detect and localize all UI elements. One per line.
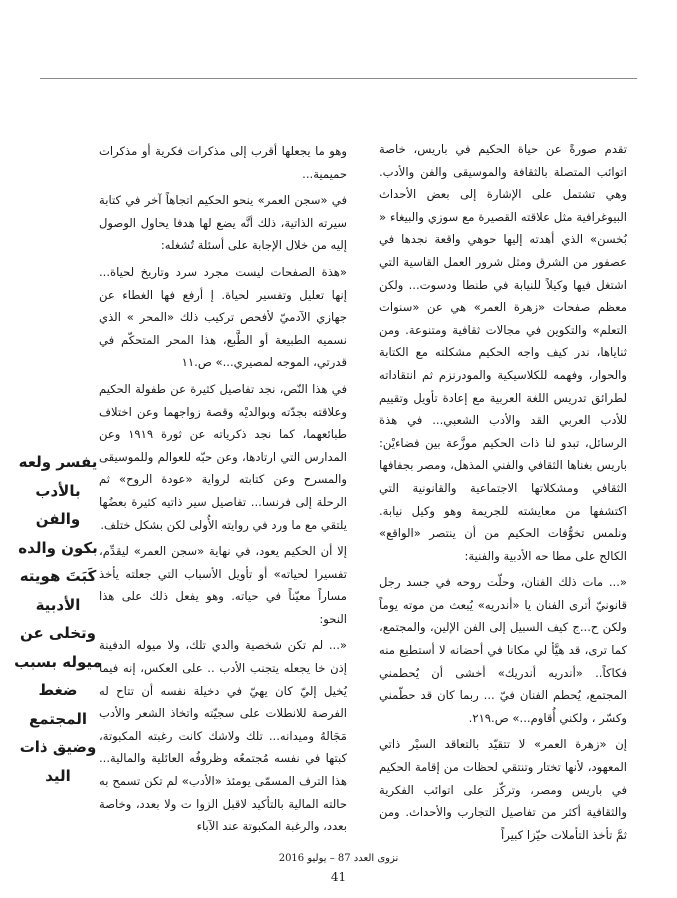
issue-line: نزوى العدد 87 – يوليو 2016: [278, 853, 399, 864]
pull-quote-line: ميوله بسبب: [14, 652, 102, 671]
pull-quote-line: اليد: [45, 766, 71, 785]
article-column-right: [379, 138, 627, 850]
pull-quote-line: بالأدب والفن: [35, 481, 81, 528]
paragraph: في «سجن العمر» ينحو الحكيم اتجاهاً آخر في كتابة سيرته الذاتية، ذلك أنَّه يضع لها هدفا يحاول الوصول إليه من خلال الإجابة على أسئلة تُشغله:: [99, 193, 347, 253]
article-column-middle: [99, 140, 347, 842]
pull-quote-line: ضغط المجتمع: [28, 681, 88, 728]
paragraph: إلا أن الحكيم يعود، في نهاية «سجن العمر» ليقدِّم، تفسيرا لحياته» أو تأويل الأسباب التي جعلته يأخذ مساراً معيّناً في حياته. وهو يفعل ذلك على هذا النحو:: [99, 544, 347, 626]
paragraph: تقدم صورةً عن حياة الحكيم في باريس، خاصة اتوائب المتصلة بالثقافة والموسيقى والفن والأدب. وهي تشتمل على الإشارة إلى بعض الأحداث البيوغرافية مثل علاقته القصيرة مع سوزي والبيغاء « بُخسن» الذي أهدته إليها حوهي واقعة نجدها في عصفور من الشرق ومثل شرور العمل القاسية التي اشتغل فيها وكيلاً للنيابة في طنطا ودسوت... ولكن معظم صفحات «زهرة العمر» هي عن «سنوات التعلم» والتكوين في مجالات ثقافية ومتنوعة. ومن ثناياها، ندر كيف واجه الحكيم مشكلته مع الكتابة والحوار، وفهمه للكلاسيكية والمودرنزم ثم انتقاداته لطرائق تدريس اللغة العربية مع إعادة تأويل وتقييم للأدب العربي القد والأدب الشعبي... في هذة الرسائل، تبدو لنا ذات الحكيم موزَّعة بين فضاءيْن: باريس بغناها الثقافي والفني المذهل، ومصر بجفافها الثقافي ومشكلاتها الاجتماعية والقانونية التي اكتشفها من معايشته للجريمة وهو وكيل نيابة. ونلمس تخوُّفات الحكيم من أن ينتصر «الواقع» الكالح على مطا حه الأدبية والفنية:: [379, 142, 627, 563]
pull-quote: [14, 448, 102, 790]
pull-quote-line: وتخلى عن: [19, 624, 97, 642]
pull-quote-line: وضيق ذات: [19, 738, 97, 756]
paragraph: إن «زهرة العمر» لا تتقيّد بالتعاقد السيْر ذاتي المعهود، لأنها تختار وتنتقي لحظات من إقامة الحكيم في باريس ومصر، وتركّز على اتوائب الفكرية والثقافية أكثر من تفاصيل التجارب والأحداث. ومن ثمَّ تأخذ التأملات حيّزا كبيراً: [379, 737, 627, 842]
page-number: 41: [330, 870, 347, 884]
quotation-paragraph: «هذة الصفحات ليست مجرد سرد وتاريخ لحياة... إنها تعليل وتفسير لحياة. إ أرفع فها الغطاء عن جهازي الآدميّ لأفحص تركيب ذلك «المحر » الذي نسميه الطبيعة أو الطَّبع، هذا المحر المتحكّم في قدرتي، الموجه لمصيري...» ص.١١: [99, 264, 347, 370]
quotation-paragraph: «... مات ذلك الفنان، وحلّت روحه في جسد رجل قانونيّ أترى الفنان يا «أندريه» يُبعث من موته يوماً ولكن ح...ج كيف السبيل إلى الفن الإلين، والمجتمع، كما ترى، قد هيَّأ لي مكانا في أحضانه لا أستطيع منه فكاكاً.. «أندريه أندريك» أخشى أن يُحطمني المجتمع، يُحطم الفنان فيّ ... ربما كان قد حطّمني وكسّر ، ولكني أُقاوم...» ص.٢١٩.: [379, 575, 627, 725]
paragraph: في هذا النّص، نجد تفاصيل كثيرة عن طفولة الحكيم وعلاقته بجدّته وبوالديْه وقصة زواجهما وعن اختلاف طبائعهما، كما نجد ذكرياته عن ثورة ١٩١٩ وعن المدارس التي ارتادها، وعن حبّه للعوالم وللموسيقى والمسرح وعن كتابته لرواية «عودة الروح» ثم الرحلة إلى فرنسا... تفاصيل سير ذاتيه كثيرة بعضُها يلتقي مع ما ورد في روايته الأُولى لكن بشكل ختلف.: [99, 381, 347, 532]
quotation-paragraph: «... لم تكن شخصية والدي تلك، ولا ميوله الدفينة إذن خا يجعله يتجنب الأدب .. على العكس، إنه فيما يُخيل إليّ كان يهيّ في دخيلة نفسه أن تتاح له الفرصة للانطلات على سجيّته واتخاذ الشعر والأدب مَجَالهُ وميدانه... تلك ولاشك كانت رغبته المكبوتة، كبتها في نفسه مُجتمعُه وظروفُه العائلية والمالية... هذا الترف المسمّى يومئذ «الأدب» لم تكن تسمح به حالته المالية بالتأكيد لاقبل الزوا ت ولا بعدد، وخاصة بعدد، والرغبة المكبوتة عند الآباء: [99, 638, 347, 834]
pull-quote-line: يفسر ولعه: [18, 453, 98, 471]
paragraph: وهو ما يجعلها أقرب إلى مذكرات فكرية أو مذكرات حميمية...: [99, 144, 347, 181]
pull-quote-line: الأدبية: [35, 595, 81, 614]
pull-quote-line: بكون والده: [18, 538, 98, 557]
header-rule: [40, 78, 637, 79]
pull-quote-line: كَبَتَ هويته: [19, 567, 97, 585]
